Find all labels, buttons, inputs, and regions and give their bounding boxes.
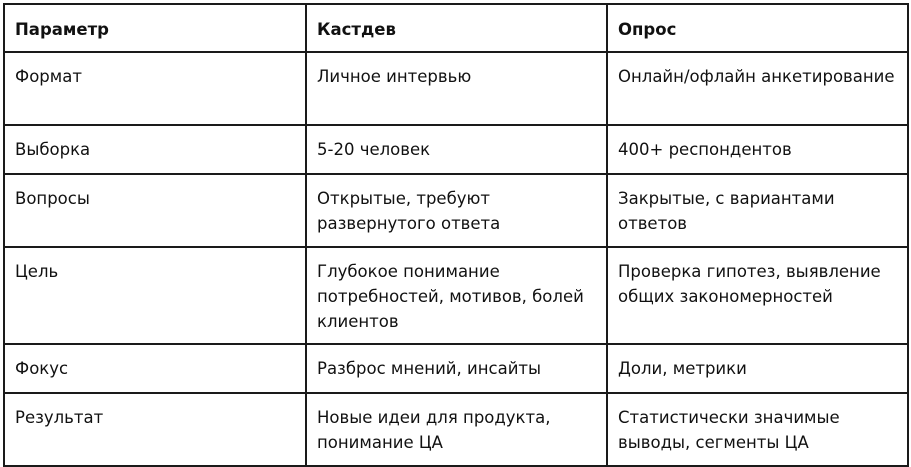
custdev-cell: Глубокое понимание потребностей, мотивов, болей клиентов [306,247,607,344]
table-row [4,247,908,344]
row-label-cell: Фокус [4,344,306,393]
table-row [4,344,908,393]
row-label-cell: Вопросы [4,174,306,247]
header-cell-parameter: Параметр [4,4,306,52]
custdev-cell: Разброс мнений, инсайты [306,344,607,393]
survey-cell: 400+ респондентов [607,125,908,174]
table-header-row [4,4,908,52]
survey-cell: Статистически значимые выводы, сегменты ЦА [607,393,908,466]
survey-cell: Доли, метрики [607,344,908,393]
row-label-cell: Формат [4,52,306,125]
custdev-cell: 5-20 человек [306,125,607,174]
table-row [4,52,908,125]
header-cell-custdev: Кастдев [306,4,607,52]
comparison-table [3,3,909,467]
survey-cell: Онлайн/офлайн анкетирование [607,52,908,125]
header-cell-survey: Опрос [607,4,908,52]
custdev-cell: Открытые, требуют развернутого ответа [306,174,607,247]
survey-cell: Проверка гипотез, выявление общих закономерностей [607,247,908,344]
custdev-cell: Новые идеи для продукта, понимание ЦА [306,393,607,466]
table-row [4,393,908,466]
row-label-cell: Цель [4,247,306,344]
survey-cell: Закрытые, с вариантами ответов [607,174,908,247]
custdev-cell: Личное интервью [306,52,607,125]
table-row [4,174,908,247]
table-row [4,125,908,174]
row-label-cell: Выборка [4,125,306,174]
row-label-cell: Результат [4,393,306,466]
